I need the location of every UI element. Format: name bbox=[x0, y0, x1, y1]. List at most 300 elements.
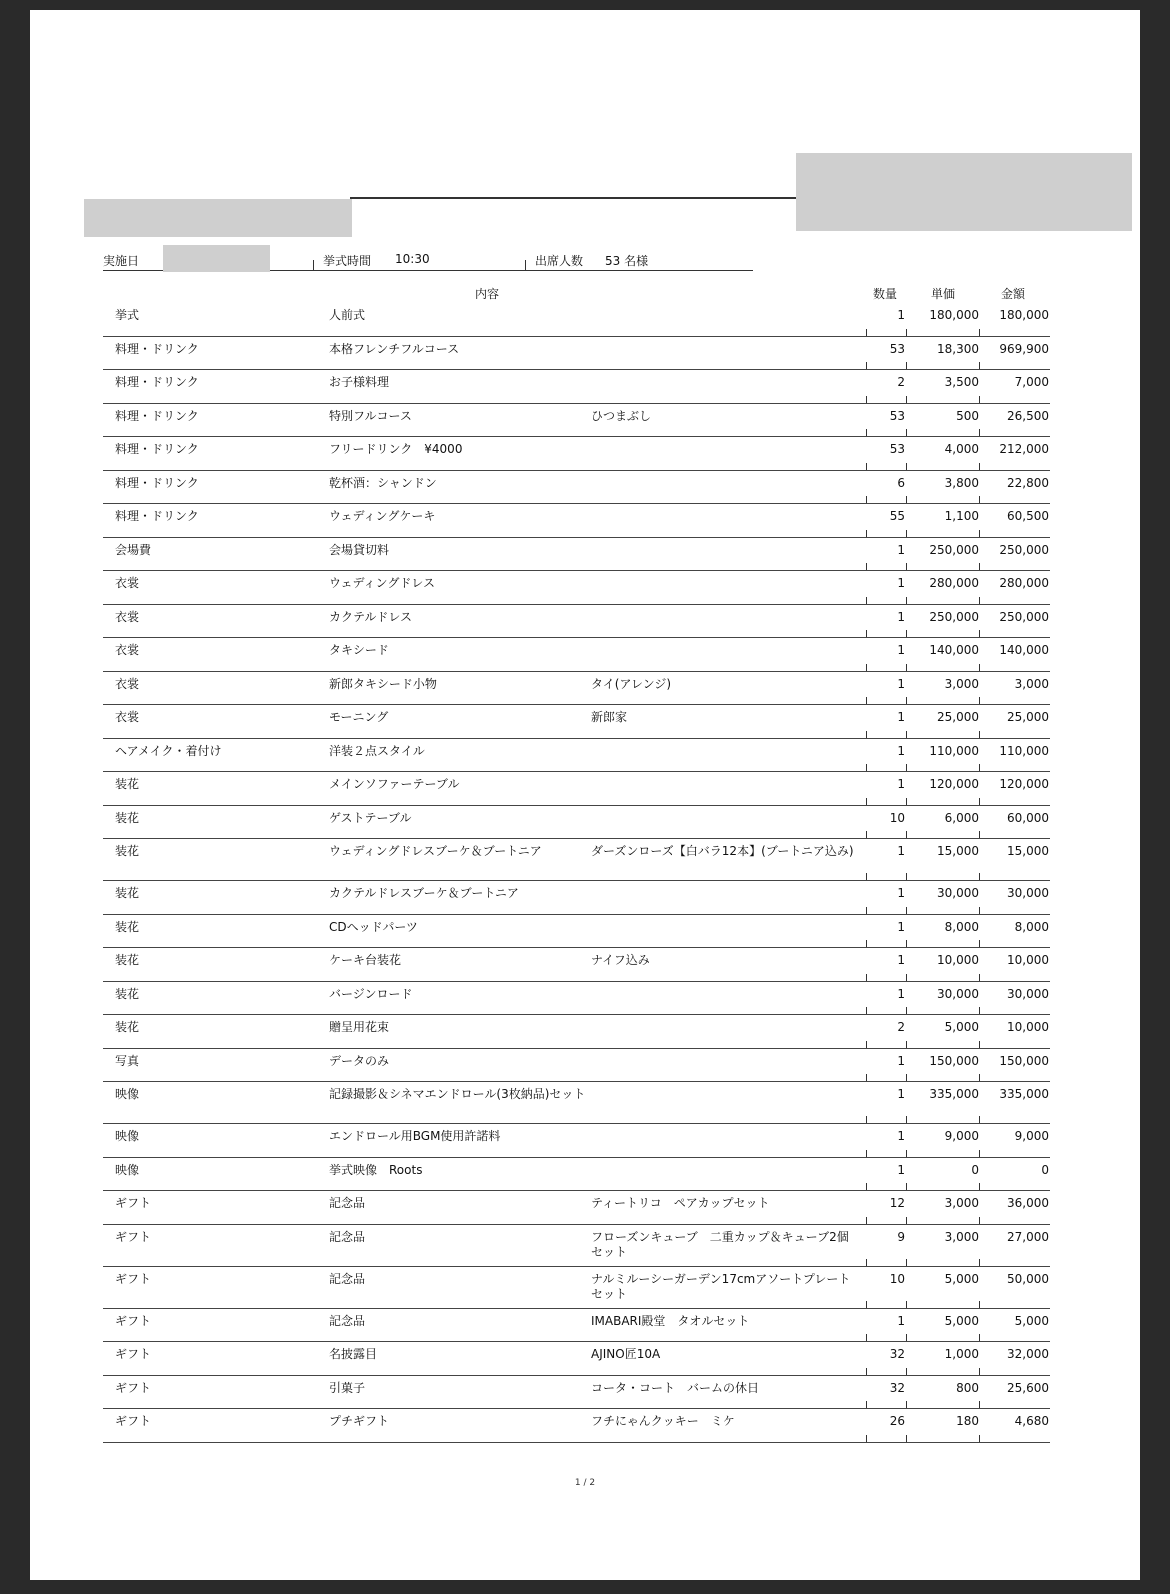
table-row bbox=[103, 302, 1050, 337]
row-amount: 4,680 bbox=[1014, 1414, 1049, 1428]
table-row bbox=[103, 336, 1050, 371]
row-quantity: 1 bbox=[897, 886, 905, 900]
row-category: ギフト bbox=[115, 1313, 152, 1328]
column-tick bbox=[906, 597, 907, 604]
column-tick bbox=[866, 329, 867, 336]
table-row bbox=[103, 838, 1050, 881]
row-category: ギフト bbox=[115, 1229, 152, 1244]
row-amount: 9,000 bbox=[1014, 1129, 1049, 1143]
row-item: モーニング bbox=[329, 710, 389, 724]
row-category: 写真 bbox=[115, 1053, 140, 1068]
row-item: ゲストテーブル bbox=[329, 810, 412, 825]
row-item: エンドロール用BGM使用許諾料 bbox=[329, 1129, 501, 1143]
row-amount: 280,000 bbox=[999, 576, 1049, 590]
row-note: ひつまぶし bbox=[591, 408, 652, 423]
table-row bbox=[103, 503, 1050, 538]
column-tick bbox=[906, 362, 907, 369]
row-quantity: 1 bbox=[897, 1087, 905, 1101]
date-label: 実施日 bbox=[103, 254, 140, 268]
column-tick bbox=[979, 873, 980, 880]
row-item: 特別フルコース bbox=[329, 408, 412, 423]
info-divider bbox=[525, 260, 526, 270]
table-row bbox=[103, 771, 1050, 806]
column-tick bbox=[906, 798, 907, 805]
column-tick bbox=[979, 530, 980, 537]
row-category: 映像 bbox=[115, 1087, 140, 1101]
row-amount: 150,000 bbox=[999, 1053, 1049, 1068]
column-tick bbox=[979, 1217, 980, 1224]
column-tick bbox=[906, 1217, 907, 1224]
row-unit-price: 25,000 bbox=[937, 710, 979, 724]
column-tick bbox=[866, 1334, 867, 1341]
column-tick bbox=[866, 1041, 867, 1048]
column-tick bbox=[979, 1116, 980, 1123]
column-tick bbox=[866, 831, 867, 838]
row-unit-price: 5,000 bbox=[944, 1271, 979, 1286]
row-unit-price: 0 bbox=[971, 1162, 979, 1177]
column-tick bbox=[866, 1301, 867, 1308]
column-tick bbox=[866, 798, 867, 805]
row-category: 装花 bbox=[115, 886, 140, 900]
row-category: 装花 bbox=[115, 810, 140, 825]
row-amount: 15,000 bbox=[1007, 844, 1049, 858]
row-item: フリードリンク ¥4000 bbox=[329, 442, 463, 456]
column-tick bbox=[906, 1435, 907, 1442]
table-row bbox=[103, 570, 1050, 605]
row-amount: 25,600 bbox=[1007, 1380, 1049, 1395]
row-amount: 26,500 bbox=[1007, 408, 1049, 423]
row-unit-price: 18,300 bbox=[937, 341, 979, 356]
row-category: ヘアメイク・着付け bbox=[115, 743, 222, 758]
row-category: 映像 bbox=[115, 1162, 140, 1177]
row-amount: 140,000 bbox=[999, 643, 1049, 657]
row-quantity: 32 bbox=[889, 1380, 905, 1395]
row-unit-price: 30,000 bbox=[937, 986, 979, 1001]
row-note: AJINO匠10A bbox=[591, 1347, 661, 1361]
column-tick bbox=[866, 429, 867, 436]
row-item: カクテルドレス bbox=[329, 609, 413, 624]
column-tick bbox=[979, 1368, 980, 1375]
row-amount: 36,000 bbox=[1007, 1196, 1049, 1210]
column-tick bbox=[906, 429, 907, 436]
row-note: ナルミルーシーガーデン17cmアソートプレートセット bbox=[591, 1271, 851, 1301]
row-amount: 10,000 bbox=[1007, 953, 1049, 967]
row-quantity: 10 bbox=[889, 810, 905, 825]
row-item: 記念品 bbox=[329, 1196, 366, 1210]
column-tick bbox=[866, 974, 867, 981]
column-tick bbox=[906, 1301, 907, 1308]
row-quantity: 55 bbox=[889, 509, 905, 523]
row-unit-price: 1,000 bbox=[944, 1347, 979, 1361]
row-item: 洋装２点スタイル bbox=[329, 743, 425, 758]
row-unit-price: 9,000 bbox=[944, 1129, 979, 1143]
column-tick bbox=[866, 1368, 867, 1375]
header-qty: 数量 bbox=[873, 287, 898, 301]
column-tick bbox=[979, 798, 980, 805]
row-category: 会場費 bbox=[115, 542, 152, 557]
row-amount: 5,000 bbox=[1014, 1313, 1049, 1328]
table-row bbox=[103, 1157, 1050, 1192]
row-quantity: 1 bbox=[897, 1162, 905, 1177]
row-quantity: 1 bbox=[897, 844, 905, 858]
row-amount: 180,000 bbox=[999, 308, 1049, 322]
row-item: タキシード bbox=[329, 643, 389, 657]
row-unit-price: 5,000 bbox=[944, 1020, 979, 1034]
column-tick bbox=[906, 496, 907, 503]
row-unit-price: 3,800 bbox=[944, 475, 979, 490]
row-unit-price: 6,000 bbox=[944, 810, 979, 825]
row-quantity: 26 bbox=[889, 1414, 905, 1428]
row-amount: 30,000 bbox=[1007, 986, 1049, 1001]
row-note: フチにゃんクッキー ミケ bbox=[591, 1414, 735, 1428]
column-tick bbox=[866, 1007, 867, 1014]
row-quantity: 1 bbox=[897, 986, 905, 1001]
header-amount: 金額 bbox=[1001, 287, 1026, 301]
column-tick bbox=[866, 1183, 867, 1190]
row-quantity: 53 bbox=[889, 341, 905, 356]
column-tick bbox=[906, 1116, 907, 1123]
table-row bbox=[103, 1014, 1050, 1049]
row-note: 新郎家 bbox=[591, 710, 628, 724]
title-rule bbox=[350, 197, 796, 199]
row-unit-price: 3,000 bbox=[944, 1229, 979, 1244]
ceremony-time-value: 10:30 bbox=[395, 252, 430, 266]
row-category: 衣裳 bbox=[115, 576, 140, 590]
row-unit-price: 3,500 bbox=[944, 375, 979, 389]
table-row bbox=[103, 403, 1050, 438]
table-row bbox=[103, 671, 1050, 706]
document-page bbox=[30, 10, 1140, 1580]
row-item: 本格フレンチフルコース bbox=[329, 341, 460, 356]
row-unit-price: 150,000 bbox=[929, 1053, 979, 1068]
row-category: 装花 bbox=[115, 1020, 140, 1034]
row-note: フローズンキューブ 二重カップ＆キューブ2個セット bbox=[591, 1229, 849, 1259]
column-tick bbox=[866, 873, 867, 880]
column-tick bbox=[979, 697, 980, 704]
row-quantity: 1 bbox=[897, 1053, 905, 1068]
table-row bbox=[103, 880, 1050, 915]
row-amount: 3,000 bbox=[1014, 676, 1049, 691]
row-category: ギフト bbox=[115, 1414, 152, 1428]
column-tick bbox=[979, 664, 980, 671]
redacted-title-block bbox=[84, 199, 352, 237]
row-unit-price: 180 bbox=[956, 1414, 979, 1428]
row-unit-price: 4,000 bbox=[944, 442, 979, 456]
column-tick bbox=[866, 940, 867, 947]
row-category: 装花 bbox=[115, 953, 140, 967]
row-item: 新郎タキシード小物 bbox=[329, 676, 437, 691]
table-row bbox=[103, 436, 1050, 471]
row-item: 記念品 bbox=[329, 1271, 366, 1286]
row-item: 記念品 bbox=[329, 1313, 366, 1328]
table-row bbox=[103, 1266, 1050, 1309]
column-tick bbox=[906, 1259, 907, 1266]
column-tick bbox=[979, 940, 980, 947]
column-tick bbox=[906, 764, 907, 771]
row-item: 乾杯酒：シャンドン bbox=[329, 475, 437, 490]
column-tick bbox=[979, 463, 980, 470]
column-tick bbox=[866, 463, 867, 470]
column-tick bbox=[866, 731, 867, 738]
row-unit-price: 10,000 bbox=[937, 953, 979, 967]
row-category: 装花 bbox=[115, 986, 140, 1001]
row-unit-price: 15,000 bbox=[937, 844, 979, 858]
column-tick bbox=[979, 1150, 980, 1157]
column-tick bbox=[979, 1007, 980, 1014]
column-tick bbox=[866, 907, 867, 914]
row-unit-price: 8,000 bbox=[944, 919, 979, 934]
row-amount: 30,000 bbox=[1007, 886, 1049, 900]
table-row bbox=[103, 704, 1050, 739]
row-unit-price: 335,000 bbox=[929, 1087, 979, 1101]
column-tick bbox=[906, 1183, 907, 1190]
row-category: 料理・ドリンク bbox=[115, 509, 199, 523]
row-item: プチギフト bbox=[329, 1414, 390, 1428]
row-category: 料理・ドリンク bbox=[115, 408, 199, 423]
row-note: タイ(アレンジ) bbox=[591, 676, 672, 691]
column-tick bbox=[906, 329, 907, 336]
row-quantity: 1 bbox=[897, 643, 905, 657]
row-quantity: 53 bbox=[889, 408, 905, 423]
column-tick bbox=[979, 1301, 980, 1308]
row-quantity: 1 bbox=[897, 1129, 905, 1143]
column-tick bbox=[866, 1217, 867, 1224]
row-quantity: 2 bbox=[897, 1020, 905, 1034]
row-item: 名披露目 bbox=[329, 1347, 378, 1361]
column-tick bbox=[906, 697, 907, 704]
column-tick bbox=[979, 1401, 980, 1408]
table-header bbox=[103, 280, 1050, 302]
table-row bbox=[103, 738, 1050, 773]
column-tick bbox=[906, 1401, 907, 1408]
column-tick bbox=[906, 1007, 907, 1014]
row-category: 料理・ドリンク bbox=[115, 475, 199, 490]
row-quantity: 1 bbox=[897, 743, 905, 758]
row-category: 料理・ドリンク bbox=[115, 375, 199, 389]
column-tick bbox=[906, 396, 907, 403]
column-tick bbox=[979, 831, 980, 838]
column-tick bbox=[866, 1401, 867, 1408]
table-row bbox=[103, 1081, 1050, 1124]
column-tick bbox=[906, 530, 907, 537]
column-tick bbox=[866, 362, 867, 369]
row-quantity: 1 bbox=[897, 609, 905, 624]
column-tick bbox=[906, 630, 907, 637]
table-row bbox=[103, 1190, 1050, 1225]
column-tick bbox=[979, 1435, 980, 1442]
row-category: 衣裳 bbox=[115, 643, 140, 657]
column-tick bbox=[979, 597, 980, 604]
row-item: CDヘッドパーツ bbox=[329, 919, 418, 934]
row-category: 装花 bbox=[115, 777, 140, 791]
table-row bbox=[103, 604, 1050, 639]
guest-count-value: 53 名様 bbox=[605, 254, 649, 268]
row-item: 挙式映像 Roots bbox=[329, 1162, 423, 1177]
table-row bbox=[103, 947, 1050, 982]
column-tick bbox=[866, 496, 867, 503]
row-amount: 32,000 bbox=[1007, 1347, 1049, 1361]
row-unit-price: 3,000 bbox=[944, 1196, 979, 1210]
row-unit-price: 1,100 bbox=[944, 509, 979, 523]
row-item: ウェディングドレスブーケ＆ブートニア bbox=[329, 844, 542, 858]
row-quantity: 32 bbox=[889, 1347, 905, 1361]
column-tick bbox=[866, 664, 867, 671]
column-tick bbox=[906, 563, 907, 570]
row-amount: 110,000 bbox=[999, 743, 1049, 758]
column-tick bbox=[906, 1074, 907, 1081]
row-category: 衣裳 bbox=[115, 609, 140, 624]
row-note: ダーズンローズ【白バラ12本】(ブートニア込み) bbox=[591, 844, 854, 858]
column-tick bbox=[866, 1074, 867, 1081]
row-unit-price: 120,000 bbox=[929, 777, 979, 791]
table-row bbox=[103, 1408, 1050, 1443]
row-unit-price: 250,000 bbox=[929, 542, 979, 557]
column-tick bbox=[979, 396, 980, 403]
row-item: 引菓子 bbox=[329, 1380, 366, 1395]
row-unit-price: 5,000 bbox=[944, 1313, 979, 1328]
row-amount: 8,000 bbox=[1014, 919, 1049, 934]
column-tick bbox=[906, 940, 907, 947]
row-unit-price: 110,000 bbox=[929, 743, 979, 758]
row-unit-price: 250,000 bbox=[929, 609, 979, 624]
row-item: カクテルドレスブーケ＆ブートニア bbox=[329, 886, 519, 900]
column-tick bbox=[906, 1368, 907, 1375]
row-quantity: 1 bbox=[897, 576, 905, 590]
row-item: データのみ bbox=[329, 1053, 390, 1068]
row-quantity: 1 bbox=[897, 542, 905, 557]
redacted-date bbox=[163, 245, 270, 272]
column-tick bbox=[866, 1259, 867, 1266]
column-tick bbox=[906, 974, 907, 981]
row-note: IMABARI殿堂 タオルセット bbox=[591, 1313, 750, 1328]
table-row bbox=[103, 1308, 1050, 1343]
column-tick bbox=[906, 831, 907, 838]
column-tick bbox=[906, 873, 907, 880]
column-tick bbox=[979, 731, 980, 738]
row-amount: 50,000 bbox=[1007, 1271, 1049, 1286]
row-item: メインソファーテーブル bbox=[329, 777, 460, 791]
row-item: 記念品 bbox=[329, 1229, 366, 1244]
row-quantity: 1 bbox=[897, 919, 905, 934]
column-tick bbox=[866, 1150, 867, 1157]
guest-count-label: 出席人数 bbox=[535, 254, 584, 268]
row-quantity: 1 bbox=[897, 308, 905, 322]
column-tick bbox=[906, 463, 907, 470]
table-row bbox=[103, 1048, 1050, 1083]
column-tick bbox=[979, 1183, 980, 1190]
column-tick bbox=[906, 664, 907, 671]
row-category: ギフト bbox=[115, 1347, 152, 1361]
row-category: 映像 bbox=[115, 1129, 140, 1143]
row-item: 贈呈用花束 bbox=[329, 1020, 390, 1034]
column-tick bbox=[906, 907, 907, 914]
row-quantity: 10 bbox=[889, 1271, 905, 1286]
column-tick bbox=[866, 1435, 867, 1442]
column-tick bbox=[979, 362, 980, 369]
row-quantity: 1 bbox=[897, 710, 905, 724]
row-amount: 335,000 bbox=[999, 1087, 1049, 1101]
row-item: 人前式 bbox=[329, 308, 366, 322]
row-unit-price: 800 bbox=[956, 1380, 979, 1395]
table-row bbox=[103, 470, 1050, 505]
row-item: ケーキ台装花 bbox=[329, 953, 402, 967]
table-row bbox=[103, 981, 1050, 1016]
row-amount: 0 bbox=[1041, 1162, 1049, 1177]
column-tick bbox=[906, 1150, 907, 1157]
header-content: 内容 bbox=[475, 287, 500, 301]
row-category: 装花 bbox=[115, 919, 140, 934]
row-category: ギフト bbox=[115, 1196, 152, 1210]
column-tick bbox=[866, 396, 867, 403]
column-tick bbox=[906, 1334, 907, 1341]
row-amount: 10,000 bbox=[1007, 1020, 1049, 1034]
column-tick bbox=[866, 597, 867, 604]
column-tick bbox=[979, 974, 980, 981]
column-tick bbox=[866, 630, 867, 637]
row-quantity: 2 bbox=[897, 375, 905, 389]
table-row bbox=[103, 1375, 1050, 1410]
row-item: 記録撮影＆シネマエンドロール(3枚納品)セット bbox=[329, 1087, 586, 1101]
row-category: 衣裳 bbox=[115, 710, 140, 724]
column-tick bbox=[979, 429, 980, 436]
row-item: 会場貸切料 bbox=[329, 542, 390, 557]
ceremony-time-label: 挙式時間 bbox=[323, 254, 372, 268]
column-tick bbox=[979, 563, 980, 570]
row-item: ウェディングケーキ bbox=[329, 509, 436, 523]
row-quantity: 1 bbox=[897, 953, 905, 967]
row-quantity: 6 bbox=[897, 475, 905, 490]
row-unit-price: 280,000 bbox=[929, 576, 979, 590]
row-amount: 60,000 bbox=[1007, 810, 1049, 825]
column-tick bbox=[866, 764, 867, 771]
table-row bbox=[103, 805, 1050, 840]
column-tick bbox=[866, 697, 867, 704]
row-item: バージンロード bbox=[329, 986, 413, 1001]
row-amount: 250,000 bbox=[999, 609, 1049, 624]
row-amount: 212,000 bbox=[999, 442, 1049, 456]
table-row bbox=[103, 914, 1050, 949]
row-unit-price: 30,000 bbox=[937, 886, 979, 900]
row-amount: 25,000 bbox=[1007, 710, 1049, 724]
row-note: コータ・コート バームの休日 bbox=[591, 1380, 760, 1395]
row-note: ナイフ込み bbox=[591, 953, 650, 967]
row-quantity: 1 bbox=[897, 777, 905, 791]
column-tick bbox=[866, 1116, 867, 1123]
column-tick bbox=[866, 563, 867, 570]
column-tick bbox=[906, 1041, 907, 1048]
table-row bbox=[103, 369, 1050, 404]
table-row bbox=[103, 637, 1050, 672]
table-row bbox=[103, 537, 1050, 572]
row-amount: 120,000 bbox=[999, 777, 1049, 791]
row-amount: 969,900 bbox=[999, 341, 1049, 356]
row-unit-price: 500 bbox=[956, 408, 979, 423]
column-tick bbox=[906, 731, 907, 738]
column-tick bbox=[979, 764, 980, 771]
row-quantity: 12 bbox=[889, 1196, 905, 1210]
row-amount: 22,800 bbox=[1007, 475, 1049, 490]
row-note: ティートリコ ペアカップセット bbox=[591, 1196, 770, 1210]
column-tick bbox=[979, 1041, 980, 1048]
column-tick bbox=[979, 329, 980, 336]
column-tick bbox=[866, 530, 867, 537]
row-category: 装花 bbox=[115, 844, 140, 858]
column-tick bbox=[979, 630, 980, 637]
column-tick bbox=[979, 1074, 980, 1081]
row-category: ギフト bbox=[115, 1380, 152, 1395]
table-row bbox=[103, 1123, 1050, 1158]
row-quantity: 9 bbox=[897, 1229, 905, 1244]
